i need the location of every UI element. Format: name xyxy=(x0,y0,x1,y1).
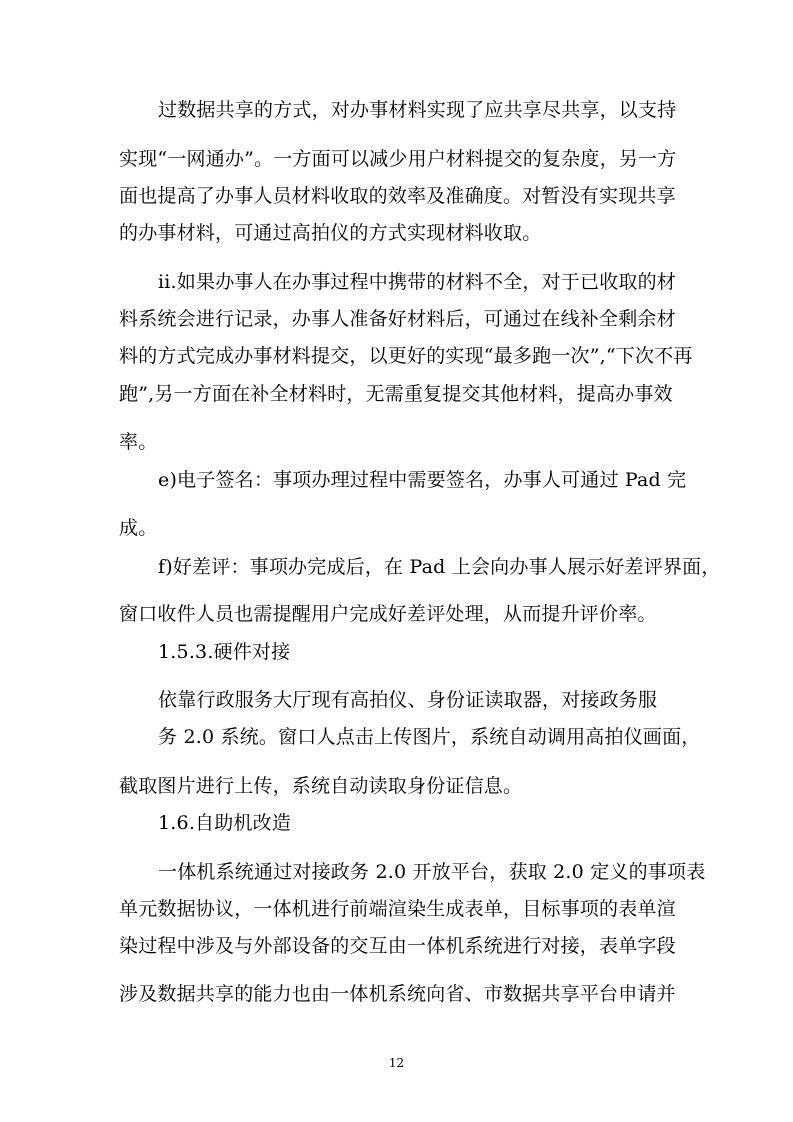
section-heading: 1.5.3.硬件对接 xyxy=(158,641,291,663)
text-line: 单元数据协议，一体机进行前端渲染生成表单，目标事项的表单渲 xyxy=(119,898,676,920)
text-line: 成。 xyxy=(119,517,158,539)
text-line: e)电子签名：事项办理过程中需要签名，办事人可通过 Pad 完 xyxy=(158,469,687,491)
text-line: 涉及数据共享的能力也由一体机系统向省、市数据共享平台申请并 xyxy=(119,983,676,1005)
text-line: ii.如果办事人在办事过程中携带的材料不全，对于已收取的材 xyxy=(158,271,676,293)
text-line: 一体机系统通过对接政务 2.0 开放平台，获取 2.0 定义的事项表 xyxy=(158,861,706,883)
text-line: 的办事材料，可通过高拍仪的方式实现材料收取。 xyxy=(119,222,542,244)
section-heading: 1.6.自助机改造 xyxy=(158,812,292,834)
text-line: 依靠行政服务大厅现有高拍仪、身份证读取器，对接政务服 xyxy=(158,689,658,711)
text-line: 面也提高了办事人员材料收取的效率及准确度。对暂没有实现共享 xyxy=(119,185,676,207)
text-line: 过数据共享的方式，对办事材料实现了应共享尽共享，以支持 xyxy=(158,99,677,121)
text-line: 截取图片进行上传，系统自动读取身份证信息。 xyxy=(119,775,523,797)
text-line: 料系统会进行记录，办事人准备好材料后，可通过在线补全剩余材 xyxy=(119,308,676,330)
text-line: 窗口收件人员也需提醒用户完成好差评处理，从而提升评价率。 xyxy=(119,603,657,625)
text-line: 务 2.0 系统。窗口人点击上传图片，系统自动调用高拍仪画面， xyxy=(158,726,701,748)
page-number: 12 xyxy=(388,1056,405,1070)
text-line: 跑”,另一方面在补全材料时，无需重复提交其他材料，提高办事效 xyxy=(119,383,673,405)
text-line: 染过程中涉及与外部设备的交互由一体机系统进行对接，表单字段 xyxy=(119,935,676,957)
text-line: 料的方式完成办事材料提交，以更好的实现“最多跑一次”,“下次不再 xyxy=(119,345,693,367)
text-line: 实现“一网通办”。一方面可以减少用户材料提交的复杂度，另一方 xyxy=(119,148,677,170)
text-line: f)好差评：事项办完成后，在 Pad 上会向办事人展示好差评界面， xyxy=(158,556,721,578)
text-line: 率。 xyxy=(119,431,158,453)
